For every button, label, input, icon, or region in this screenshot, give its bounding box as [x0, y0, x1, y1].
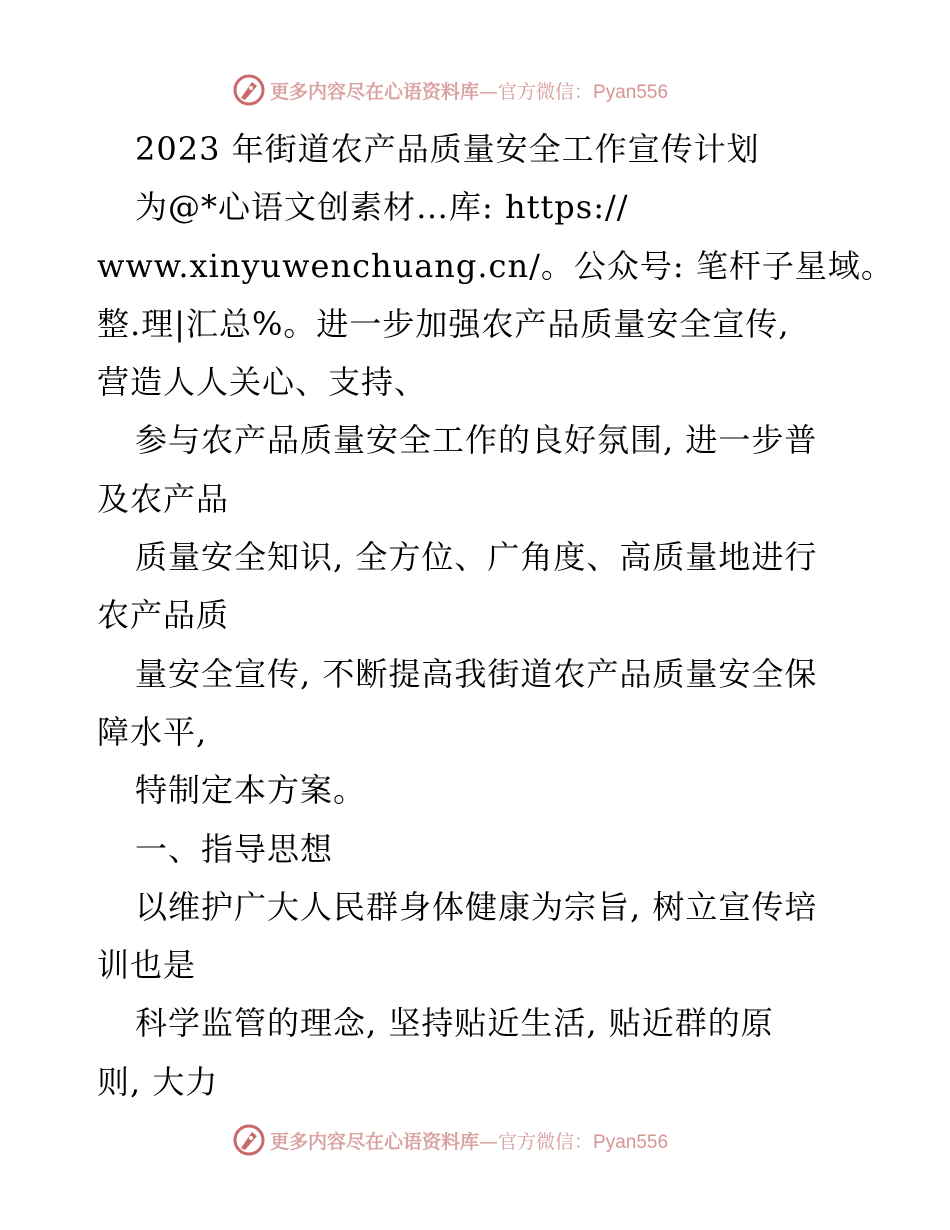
text-line: 参与农产品质量安全工作的良好氛围, 进一步普 [135, 421, 818, 460]
header-watermark-banner [232, 72, 752, 108]
banner-sub-text: 官方微信： [498, 1130, 594, 1153]
text-line: 整.理|汇总%。进一步加强农产品质量安全宣传, [97, 304, 790, 343]
banner-main-text: 更多内容尽在心语资料库 [270, 1130, 480, 1153]
document-body [97, 120, 894, 1111]
text-line: 以维护广大人民群身体健康为宗旨, 树立宣传培 [135, 887, 818, 926]
pen-nib-circle-icon [232, 73, 266, 107]
text-line: 科学监管的理念, 坚持贴近生活, 贴近群的原 [135, 1004, 774, 1043]
banner-wechat-id: Pyan556 [593, 81, 669, 103]
text-line: 营造人人关心、支持、 [97, 363, 428, 402]
text-line: 为@*心语文创素材…库: https:// [135, 188, 629, 227]
footer-watermark-banner [232, 1122, 752, 1158]
text-line: 质量安全知识, 全方位、广角度、高质量地进行 [135, 538, 818, 577]
banner-wechat-id: Pyan556 [593, 1131, 669, 1153]
text-line: 则, 大力 [97, 1062, 219, 1101]
banner-main-text: 更多内容尽在心语资料库 [270, 80, 480, 103]
banner-sub-text: 官方微信： [498, 80, 594, 103]
text-line: 训也是 [97, 946, 197, 985]
banner-dash: — [479, 1130, 499, 1153]
text-line: 量安全宣传, 不断提高我街道农产品质量安全保 [135, 654, 818, 693]
text-line: 及农产品 [97, 479, 230, 518]
text-line: 农产品质 [97, 596, 230, 635]
banner-dash: — [479, 80, 499, 103]
text-line: 障水平, [97, 712, 208, 751]
text-line: 特制定本方案。 [135, 771, 367, 810]
text-line: www.xinyuwenchuang.cn/。公众号: 笔杆子星域。 [97, 246, 894, 285]
pen-nib-circle-icon [232, 1123, 266, 1157]
section-heading: 一、指导思想 [135, 829, 334, 868]
document-title: 2023 年街道农产品质量安全工作宣传计划 [135, 130, 760, 168]
